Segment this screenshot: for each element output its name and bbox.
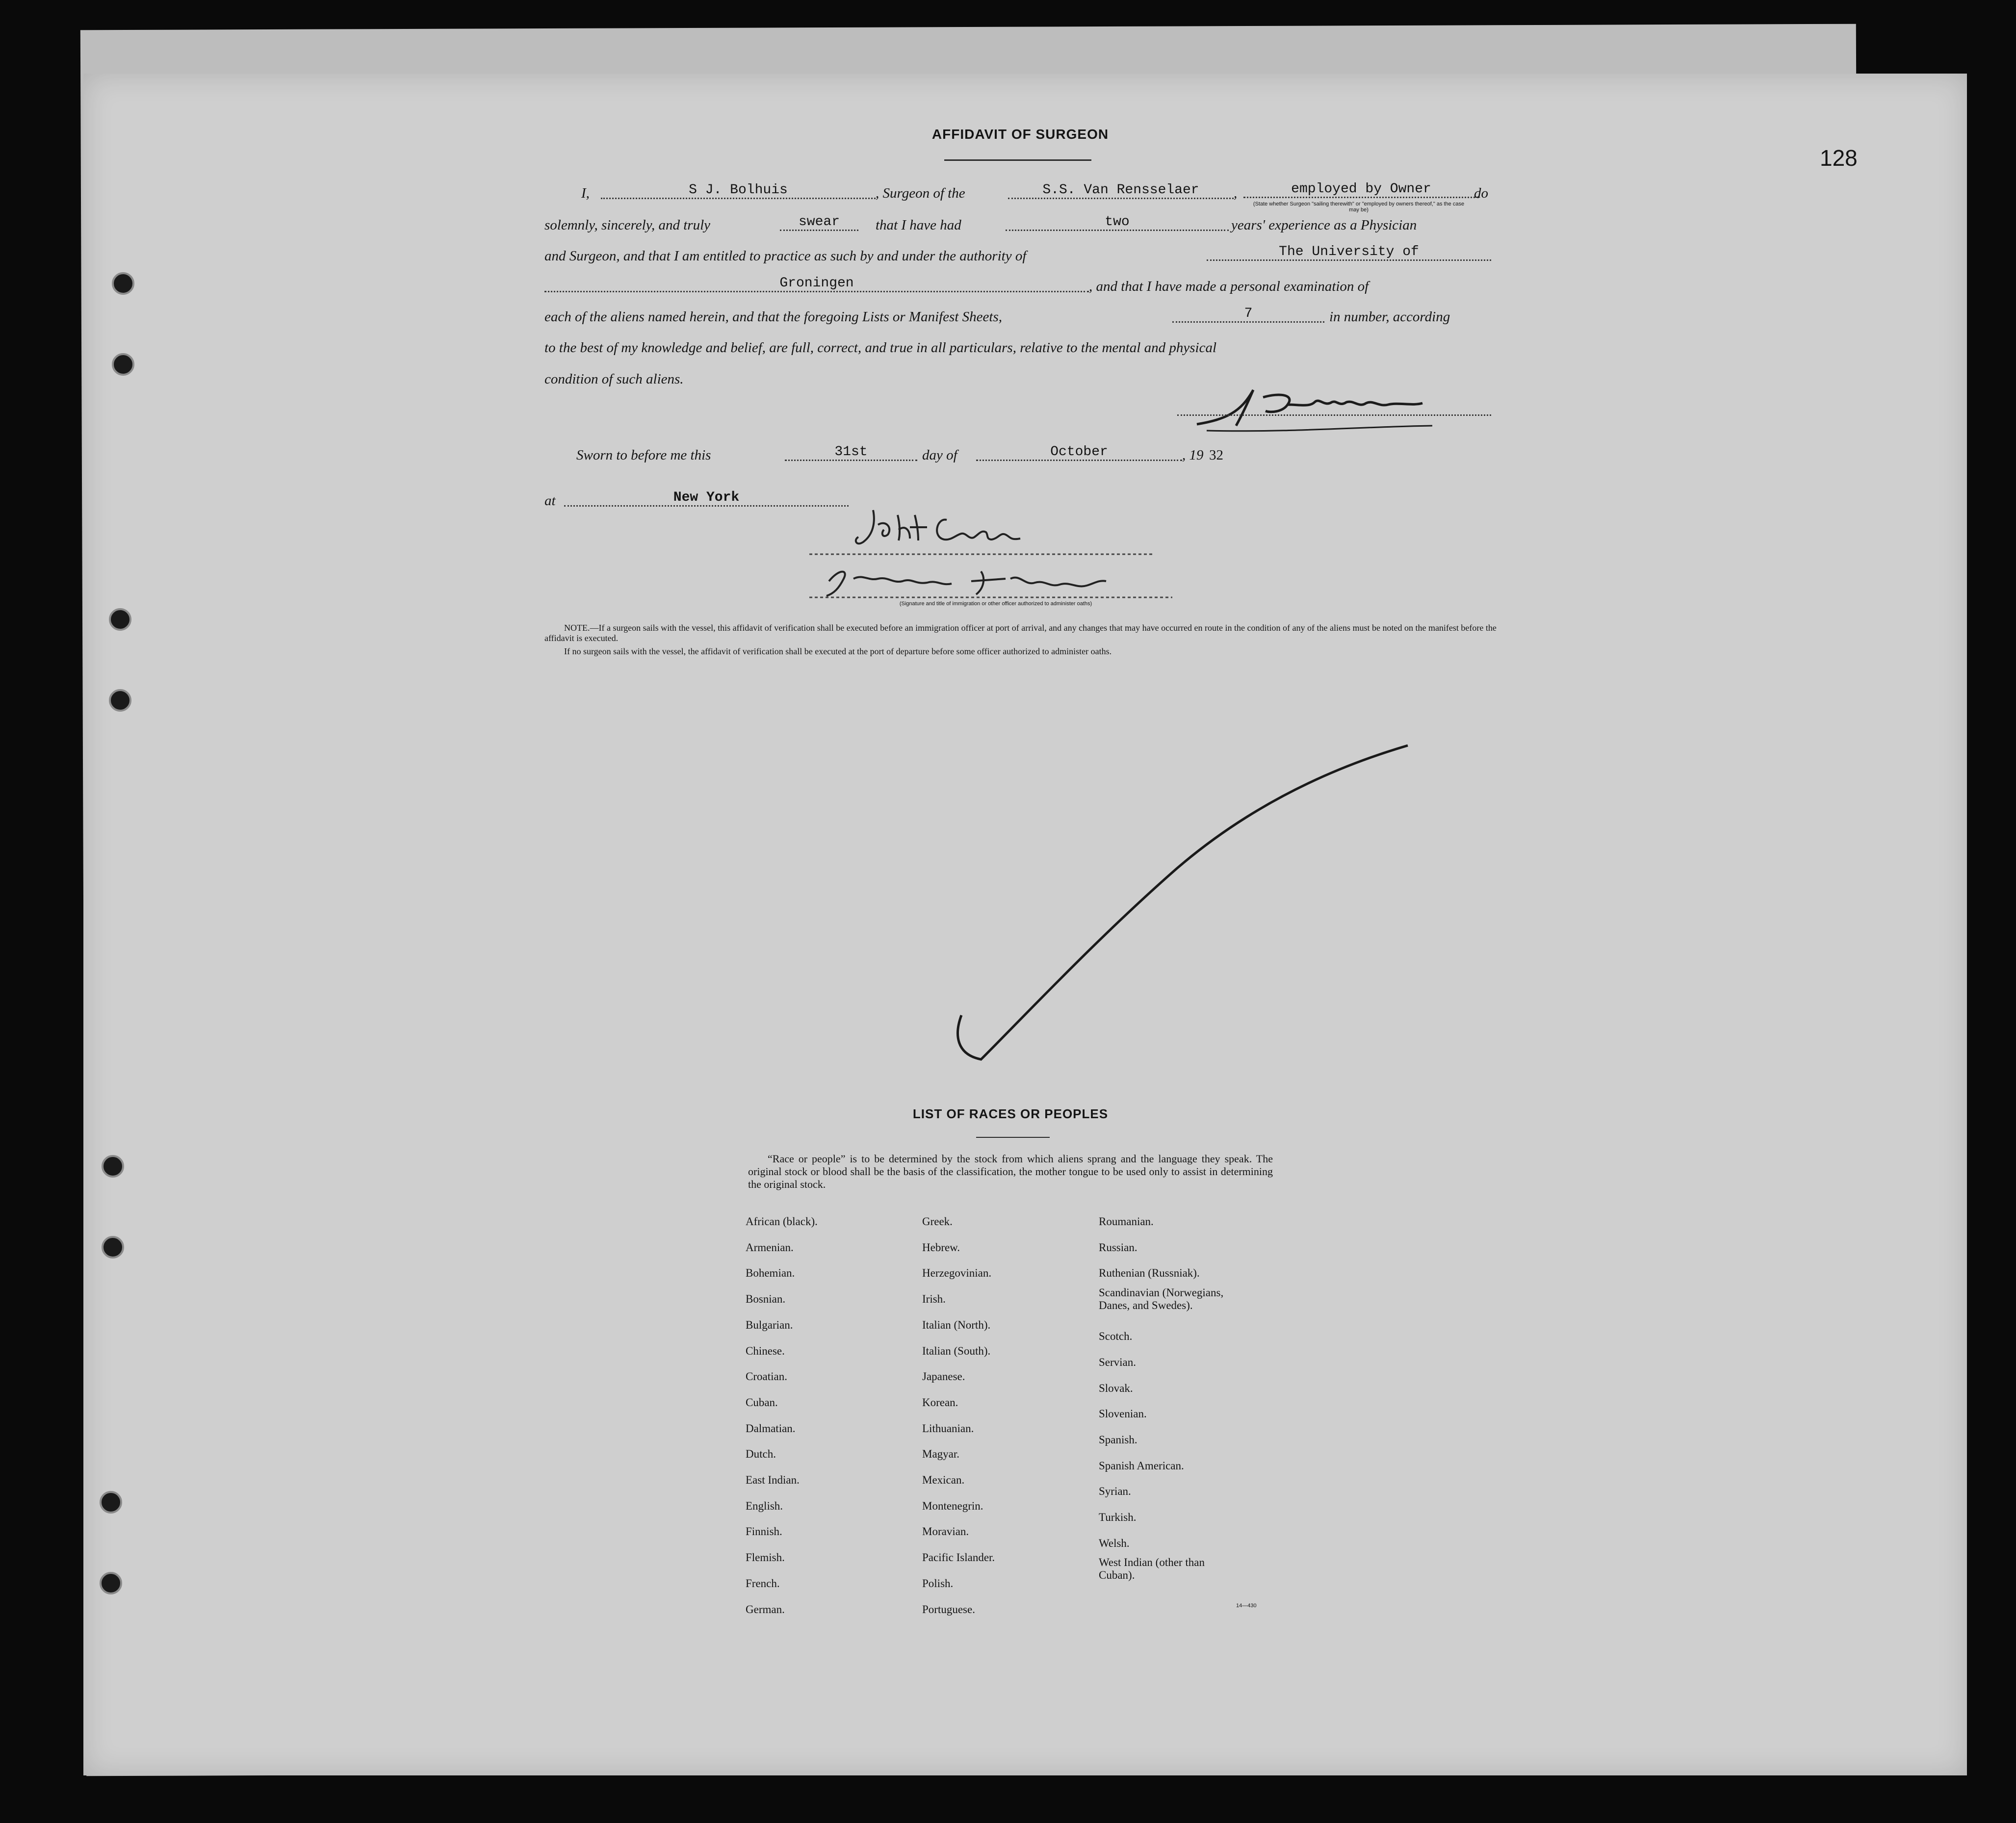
race-item: West Indian (other than Cuban).: [1099, 1556, 1205, 1582]
do-label: do: [1474, 185, 1488, 201]
race-item: Bulgarian.: [746, 1318, 793, 1331]
solemnly-label: solemnly, sincerely, and truly: [544, 217, 711, 233]
binder-hole: [112, 272, 134, 295]
surgeon-signature-line: [1177, 414, 1491, 416]
race-item: French.: [746, 1577, 780, 1590]
sworn-day-field: 31st: [785, 444, 917, 461]
race-item: Portuguese.: [922, 1603, 975, 1616]
race-item: Servian.: [1099, 1356, 1137, 1368]
sheet-count-field: 7: [1172, 306, 1324, 323]
binder-hole: [100, 1572, 122, 1594]
note-2: If no surgeon sails with the vessel, the affidavit of verification shall be executed at the port of departure before some officer authorized to administer oaths.: [564, 646, 1112, 656]
race-item: Mexican.: [922, 1474, 965, 1487]
race-item: Spanish.: [1099, 1433, 1137, 1446]
checkmark-annotation: [952, 741, 1413, 1064]
binder-hole: [102, 1155, 124, 1178]
race-item: Scotch.: [1099, 1330, 1133, 1343]
race-item: East Indian.: [746, 1474, 800, 1487]
employment-field: employed by Owner: [1243, 181, 1479, 198]
race-item: Pacific Islander.: [922, 1551, 995, 1564]
race-item: Slovak.: [1099, 1382, 1133, 1394]
races-title-rule: [976, 1137, 1050, 1138]
race-item: Spanish American.: [1099, 1459, 1184, 1472]
race-item: African (black).: [746, 1215, 818, 1228]
officer-caption: (Signature and title of immigration or other officer authorized to administer oaths): [899, 601, 1092, 607]
form-code: 14—430: [1236, 1603, 1257, 1609]
race-item: Bosnian.: [746, 1293, 786, 1306]
authority-field-1: The University of: [1207, 244, 1491, 261]
race-item: Korean.: [922, 1396, 958, 1409]
year-suffix: 32: [1209, 447, 1223, 463]
binder-hole: [112, 353, 134, 376]
race-item: Irish.: [922, 1293, 946, 1306]
race-item: Magyar.: [922, 1448, 960, 1461]
race-item: German.: [746, 1603, 785, 1616]
binder-hole: [102, 1236, 124, 1258]
races-column-2: [922, 1209, 1084, 1622]
race-item: Polish.: [922, 1577, 954, 1590]
race-item: Flemish.: [746, 1551, 785, 1564]
note-1-text: NOTE.—If a surgeon sails with the vessel, this affidavit of verification shall be executed before an immigration officer at port of arrival, and any changes that may have occurred en route in the condition of any of the aliens must be noted on the manifest before the affidavit is executed.: [544, 623, 1497, 643]
race-item: Italian (South).: [922, 1344, 991, 1357]
race-item: Finnish.: [746, 1525, 782, 1538]
personal-exam-label: , and that I have made a personal examination of: [1089, 279, 1369, 294]
race-item: Montenegrin.: [922, 1499, 983, 1512]
comma: ,: [1234, 185, 1238, 201]
surgeon-of-label: , Surgeon of the: [876, 185, 965, 201]
races-title: LIST OF RACES OR PEOPLES: [912, 1106, 1109, 1121]
at-label: at: [544, 493, 556, 509]
sworn-label: Sworn to before me this: [576, 447, 711, 463]
had-label: that I have had: [876, 217, 961, 233]
race-item: Dalmatian.: [746, 1422, 796, 1435]
race-item: Hebrew.: [922, 1241, 960, 1254]
race-item: Cuban.: [746, 1396, 778, 1409]
ship-name-field: S.S. Van Rensselaer: [1008, 182, 1234, 199]
surgeon-signature: [1167, 378, 1491, 436]
sworn-month-field: October: [976, 444, 1182, 461]
race-item: Scandinavian (Norwegians, Danes, and Swedes).: [1099, 1286, 1224, 1312]
race-item: Russian.: [1099, 1241, 1137, 1254]
authority-field-2: Groningen: [544, 276, 1089, 292]
surgeon-name-field: S J. Bolhuis: [601, 182, 876, 199]
race-item: Syrian.: [1099, 1485, 1131, 1498]
binder-hole: [109, 689, 131, 712]
race-item: Ruthenian (Russniak).: [1099, 1267, 1200, 1280]
race-item: Slovenian.: [1099, 1408, 1147, 1420]
races-intro: [748, 1153, 1273, 1191]
race-item: Dutch.: [746, 1448, 776, 1461]
race-item: Japanese.: [922, 1370, 965, 1383]
race-item: Lithuanian.: [922, 1422, 974, 1435]
binder-hole: [100, 1491, 122, 1514]
race-item: Greek.: [922, 1215, 953, 1228]
note-1: [544, 623, 1525, 643]
races-intro-text: “Race or people” is to be determined by the stock from which aliens sprang and the language they speak. The original stock or blood shall be the basis of the classification, the mother tongue to be used only to assist in determining the original stock.: [748, 1153, 1273, 1190]
race-item: Moravian.: [922, 1525, 969, 1538]
race-item: Chinese.: [746, 1344, 785, 1357]
years-field: two: [1006, 214, 1229, 231]
race-item: Turkish.: [1099, 1511, 1137, 1524]
affidavit-title: AFFIDAVIT OF SURGEON: [931, 127, 1109, 142]
year-prefix: , 19: [1182, 447, 1204, 463]
race-item: Croatian.: [746, 1370, 787, 1383]
in-number-label: in number, according: [1329, 309, 1450, 325]
aliens-label: each of the aliens named herein, and that the foregoing Lists or Manifest Sheets,: [544, 309, 1002, 325]
race-item: Welsh.: [1099, 1537, 1130, 1549]
years-experience-label: years' experience as a Physician: [1231, 217, 1417, 233]
race-item: Bohemian.: [746, 1267, 795, 1280]
title-rule: [944, 159, 1091, 161]
race-item: Armenian.: [746, 1241, 794, 1254]
race-item: Roumanian.: [1099, 1215, 1154, 1228]
sworn-place-field: New York: [564, 490, 849, 507]
binder-hole: [109, 608, 131, 631]
race-item: Italian (North).: [922, 1318, 991, 1331]
condition-label: condition of such aliens.: [544, 371, 684, 387]
sheet-number: 128: [1820, 145, 1858, 171]
race-item: Herzegovinian.: [922, 1267, 992, 1280]
affidavit-intro: I,: [581, 185, 590, 201]
knowledge-label: to the best of my knowledge and belief, are full, correct, and true in all particulars, relative to the mental and physical: [544, 340, 1217, 356]
races-column-3: [1099, 1209, 1285, 1593]
officer-signature: [809, 500, 1192, 603]
day-of-label: day of: [922, 447, 957, 463]
race-item: English.: [746, 1499, 783, 1512]
races-column-1: [746, 1209, 907, 1622]
employment-note: (State whether Surgeon "sailing therewith" or "employed by owners thereof," as the case may be): [1253, 201, 1465, 213]
oath-field: swear: [780, 214, 858, 231]
authority-label: and Surgeon, and that I am entitled to practice as such by and under the authority of: [544, 248, 1027, 264]
